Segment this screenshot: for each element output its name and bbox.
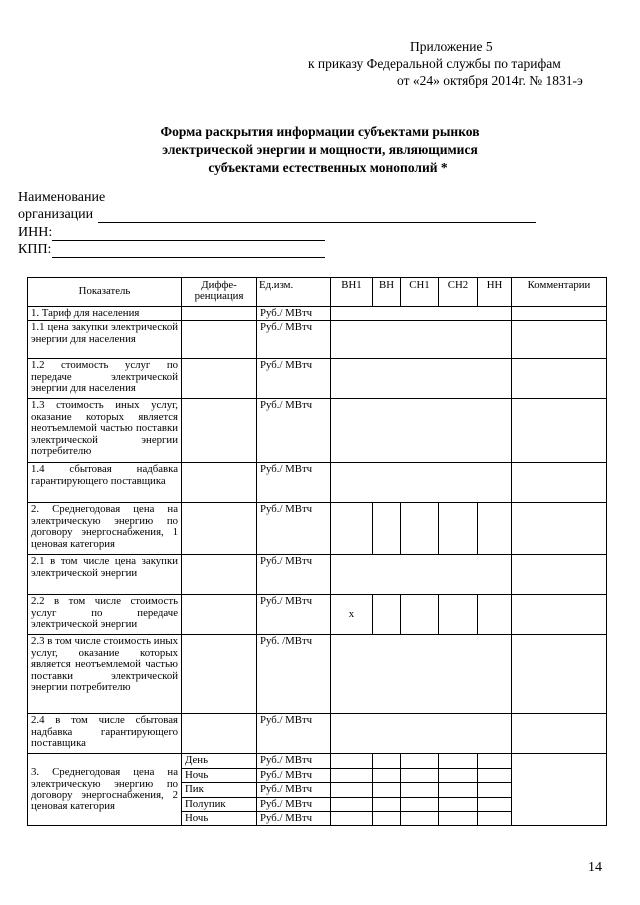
col-header-sn1: СН1 [401,278,439,307]
col-header-sn2: СН2 [439,278,478,307]
row-diff-cell[interactable] [182,321,257,359]
row-vn[interactable] [373,503,401,555]
form-title-line-3: субъектами естественных монополий * [208,160,448,175]
row-sn1[interactable] [401,595,439,635]
row-value-merged[interactable] [331,635,512,714]
table-row [28,754,607,768]
appendix-label: Приложение 5 [410,39,493,54]
row-sn1[interactable] [401,768,439,782]
row-indicator: 3. Среднегодовая цена на электрическую энергию по договору энергоснабжения, 2 ценовая категория [28,754,182,826]
row-indicator: 1. Тариф для населения [28,307,182,321]
table-row [28,321,607,359]
table-row [28,359,607,399]
row-vn1[interactable] [331,754,373,768]
row-sn1[interactable] [401,754,439,768]
row-diff-cell[interactable] [182,714,257,754]
tariff-table [27,277,607,826]
row-sn2[interactable] [439,503,478,555]
row-vn[interactable] [373,783,401,797]
row-vn1[interactable] [331,783,373,797]
row-comment[interactable] [512,307,607,321]
row-unit: Руб./ МВтч [257,503,331,555]
row-nn[interactable] [478,783,512,797]
row-vn[interactable] [373,754,401,768]
row-comment[interactable] [512,503,607,555]
row-diff-cell[interactable] [182,503,257,555]
row-comment[interactable] [512,463,607,503]
row-unit: Руб./ МВтч [257,595,331,635]
table-row [28,595,607,635]
row-nn[interactable] [478,503,512,555]
table-row [28,463,607,503]
row-sn1[interactable] [401,783,439,797]
org-name-label-1: Наименование [18,190,106,205]
row-value-merged[interactable] [331,307,512,321]
col-header-vn1: ВН1 [331,278,373,307]
row-diff-cell[interactable] [182,595,257,635]
row-diff: Ночь [182,812,257,826]
row-comment[interactable] [512,359,607,399]
row-comment[interactable] [512,754,607,826]
row-sn2[interactable] [439,797,478,811]
row-diff-cell[interactable] [182,463,257,503]
row-unit: Руб./ МВтч [257,555,331,595]
row-nn[interactable] [478,754,512,768]
row-indicator: 1.4 сбытовая надбавка гарантирующего поставщика [28,463,182,503]
col-header-comments: Комментарии [512,278,607,307]
row-unit: Руб./ МВтч [257,463,331,503]
row-value-merged[interactable] [331,714,512,754]
row-indicator: 2.3 в том числе стоимость иных услуг, оказание которых является неотъемлемой частью поставки электрической энергии потребителю [28,635,182,714]
row-value-merged[interactable] [331,399,512,463]
row-diff: День [182,754,257,768]
row-vn1[interactable] [331,812,373,826]
row-unit: Руб./ МВтч [257,307,331,321]
form-title-line-1: Форма раскрытия информации субъектами рынков [160,124,480,139]
row-comment[interactable] [512,555,607,595]
row-vn[interactable] [373,797,401,811]
row-unit: Руб./ МВтч [257,714,331,754]
row-vn[interactable] [373,595,401,635]
table-row [28,307,607,321]
inn-label: ИНН: [18,225,53,240]
row-value-merged[interactable] [331,463,512,503]
row-sn2[interactable] [439,783,478,797]
row-sn2[interactable] [439,754,478,768]
row-diff-cell[interactable] [182,635,257,714]
row-value-merged[interactable] [331,359,512,399]
row-indicator: 2. Среднегодовая цена на электрическую энергию по договору энергоснабжения, 1 ценовая категория [28,503,182,555]
row-vn1[interactable]: х [331,595,373,635]
row-diff-cell[interactable] [182,555,257,595]
table-row [28,714,607,754]
row-sn2[interactable] [439,595,478,635]
row-comment[interactable] [512,635,607,714]
row-diff: Пик [182,783,257,797]
row-unit: Руб./ МВтч [257,812,331,826]
row-indicator: 1.1 цена закупки электрической энергии для населения [28,321,182,359]
row-comment[interactable] [512,399,607,463]
row-vn1[interactable] [331,768,373,782]
order-reference: к приказу Федеральной службы по тарифам [308,56,561,71]
col-header-unit: Ед.изм. [257,278,331,307]
order-date: от «24» октября 2014г. № 1831-э [397,73,583,88]
col-header-vn: ВН [373,278,401,307]
row-sn1[interactable] [401,812,439,826]
row-sn1[interactable] [401,503,439,555]
page-number: 14 [588,860,602,875]
row-indicator: 1.2 стоимость услуг по передаче электрической энергии для населения [28,359,182,399]
row-vn1[interactable] [331,797,373,811]
row-unit: Руб./ МВтч [257,399,331,463]
table-row [28,555,607,595]
col-header-nn: НН [478,278,512,307]
row-unit: Руб./ МВтч [257,768,331,782]
col-header-indicator: Показатель [28,278,182,307]
table-row [28,399,607,463]
row-diff: Полупик [182,797,257,811]
kpp-field[interactable] [52,257,325,258]
table-row [28,635,607,714]
row-indicator: 2.2 в том числе стоимость услуг по передаче электрической энергии [28,595,182,635]
row-nn[interactable] [478,595,512,635]
row-value-merged[interactable] [331,555,512,595]
row-sn2[interactable] [439,812,478,826]
row-vn[interactable] [373,812,401,826]
kpp-label: КПП: [18,242,52,257]
row-vn[interactable] [373,768,401,782]
row-nn[interactable] [478,768,512,782]
row-diff-cell[interactable] [182,399,257,463]
table-row [28,503,607,555]
row-diff-cell[interactable] [182,359,257,399]
inn-field[interactable] [52,240,325,241]
org-name-field[interactable] [98,222,536,223]
row-value-merged[interactable] [331,321,512,359]
row-unit: Руб. /МВтч [257,635,331,714]
row-indicator: 1.3 стоимость иных услуг, оказание которых является неотъемлемой частью поставки электрической энергии потребителю [28,399,182,463]
row-diff: Ночь [182,768,257,782]
header-row [28,278,607,307]
col-header-differentiation: Диффе-ренциация [182,278,257,307]
row-nn[interactable] [478,812,512,826]
row-unit: Руб./ МВтч [257,754,331,768]
row-unit: Руб./ МВтч [257,359,331,399]
org-name-label-2: организации [18,207,94,222]
row-indicator: 2.1 в том числе цена закупки электрической энергии [28,555,182,595]
row-vn1[interactable] [331,503,373,555]
row-comment[interactable] [512,321,607,359]
row-sn2[interactable] [439,768,478,782]
row-sn1[interactable] [401,797,439,811]
row-unit: Руб./ МВтч [257,321,331,359]
row-comment[interactable] [512,595,607,635]
row-diff-cell[interactable] [182,307,257,321]
row-unit: Руб./ МВтч [257,783,331,797]
row-nn[interactable] [478,797,512,811]
row-indicator: 2.4 в том числе сбытовая надбавка гарантирующего поставщика [28,714,182,754]
row-unit: Руб./ МВтч [257,797,331,811]
row-comment[interactable] [512,714,607,754]
form-title-line-2: электрической энергии и мощности, являющимися [162,142,478,157]
